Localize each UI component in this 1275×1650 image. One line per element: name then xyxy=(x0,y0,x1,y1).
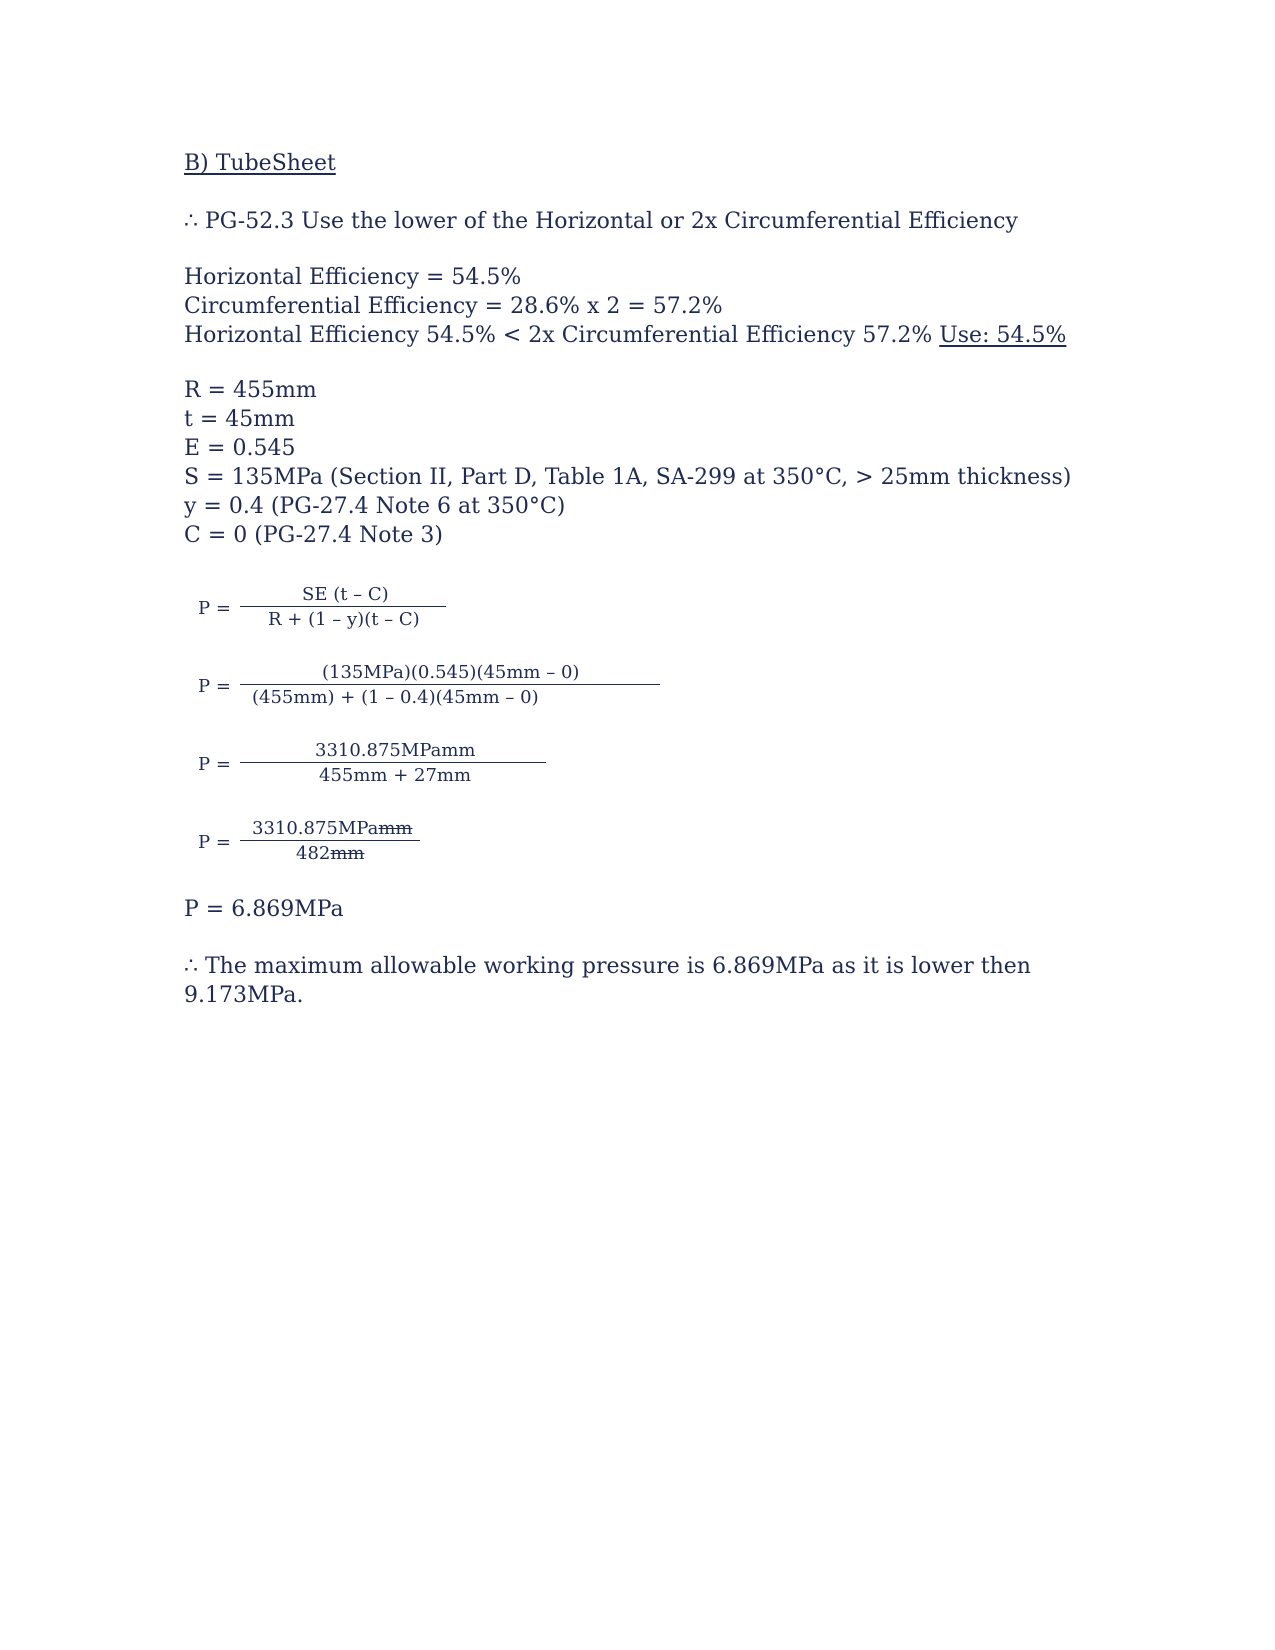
conclusion-line-2: 9.173MPa. xyxy=(184,983,304,1008)
denominator-main: 482 xyxy=(296,843,331,864)
fraction-bar xyxy=(240,840,420,841)
fraction-bar xyxy=(240,684,660,685)
equation-lhs: P = xyxy=(198,832,231,853)
circumferential-efficiency: Circumferential Efficiency = 28.6% x 2 = 57.2% xyxy=(184,294,723,319)
equation-numerator: 3310.875MPamm xyxy=(315,740,476,761)
conclusion-line-1: ∴ The maximum allowable working pressure is 6.869MPa as it is lower then xyxy=(184,954,1031,979)
variable-y: y = 0.4 (PG-27.4 Note 6 at 350°C) xyxy=(184,494,566,519)
denominator-cancelled-unit: mm xyxy=(330,843,365,864)
use-value: Use: 54.5% xyxy=(939,323,1067,348)
variable-t: t = 45mm xyxy=(184,407,295,432)
equation-denominator xyxy=(296,843,365,865)
variable-e: E = 0.545 xyxy=(184,436,296,461)
equation-lhs: P = xyxy=(198,598,231,619)
equation-numerator: SE (t – C) xyxy=(302,584,389,605)
equation-numerator: (135MPa)(0.545)(45mm – 0) xyxy=(322,662,580,683)
equation-lhs: P = xyxy=(198,676,231,697)
equation-denominator: 455mm + 27mm xyxy=(319,765,472,786)
section-title: B) TubeSheet xyxy=(184,151,336,176)
efficiency-comparison xyxy=(184,322,1066,350)
intro-text: ∴ PG-52.3 Use the lower of the Horizontal or 2x Circumferential Efficiency xyxy=(184,209,1018,234)
equation-denominator: (455mm) + (1 – 0.4)(45mm – 0) xyxy=(252,687,539,708)
equation-lhs: P = xyxy=(198,754,231,775)
numerator-main: 3310.875MPa xyxy=(252,818,379,839)
fraction-bar xyxy=(240,606,446,607)
equation-denominator: R + (1 – y)(t – C) xyxy=(268,609,420,630)
fraction-bar xyxy=(240,762,546,763)
comparison-text: Horizontal Efficiency 54.5% < 2x Circumferential Efficiency 57.2% xyxy=(184,323,940,348)
numerator-cancelled-unit: mm xyxy=(378,818,413,839)
horizontal-efficiency: Horizontal Efficiency = 54.5% xyxy=(184,265,522,290)
variable-r: R = 455mm xyxy=(184,378,317,403)
variable-c: C = 0 (PG-27.4 Note 3) xyxy=(184,523,443,548)
equation-numerator xyxy=(252,818,413,840)
variable-s: S = 135MPa (Section II, Part D, Table 1A, SA-299 at 350°C, > 25mm thickness) xyxy=(184,465,1072,490)
result-pressure: P = 6.869MPa xyxy=(184,897,344,922)
